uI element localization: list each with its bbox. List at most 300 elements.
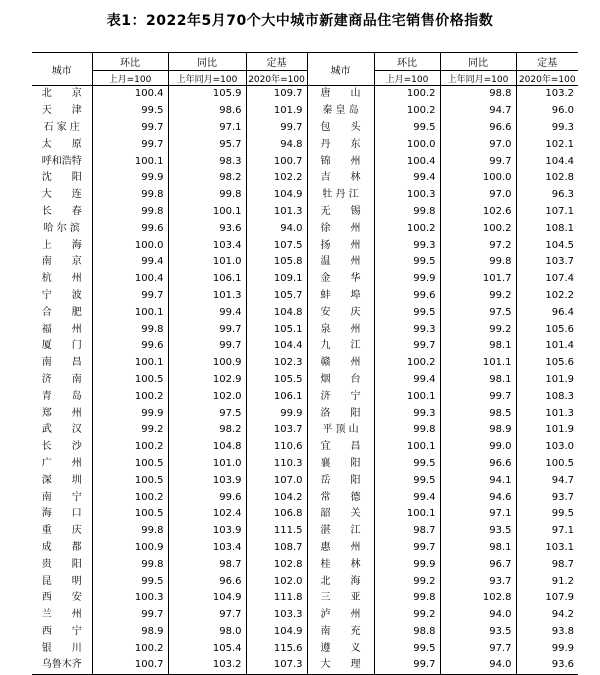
table-row (32, 170, 578, 187)
city-name: 海 口 (41, 508, 82, 520)
yoy-value: 99.8 (440, 254, 516, 271)
city-name: 天 津 (41, 105, 82, 117)
table-title: 表1：2022年5月70个大中城市新建商品住宅销售价格指数 (106, 13, 494, 29)
base-value: 98.7 (516, 556, 578, 573)
mom-value: 100.5 (92, 472, 168, 489)
mom-value: 98.8 (374, 624, 440, 641)
yoy-value: 97.1 (168, 120, 246, 137)
base-value: 96.4 (516, 304, 578, 321)
city-name: 遵 义 (307, 640, 374, 657)
city-header: 城市 (32, 53, 92, 86)
base-value: 94.7 (516, 472, 578, 489)
table-row (32, 372, 578, 389)
table-body (32, 86, 578, 675)
yoy-value: 97.5 (168, 405, 246, 422)
mom-value: 100.3 (92, 590, 168, 607)
base-value: 102.8 (246, 556, 307, 573)
mom-value: 99.5 (374, 472, 440, 489)
table-row (32, 556, 578, 573)
city-name: 温 州 (307, 254, 374, 271)
city-name: 三 亚 (307, 590, 374, 607)
base-value: 99.7 (246, 120, 307, 137)
base-value: 108.1 (516, 220, 578, 237)
city-name: 贵 阳 (41, 558, 82, 570)
mom-value: 99.7 (374, 657, 440, 674)
table-row (32, 405, 578, 422)
yoy-value: 99.7 (440, 388, 516, 405)
table-row (32, 388, 578, 405)
base-value: 100.7 (246, 153, 307, 170)
city-name: 宜 昌 (307, 439, 374, 456)
yoy-value: 94.0 (440, 657, 516, 674)
yoy-value: 102.0 (168, 388, 246, 405)
base-value: 108.3 (516, 388, 578, 405)
table-row (32, 237, 578, 254)
mom-value: 100.2 (374, 103, 440, 120)
base-value: 104.9 (246, 187, 307, 204)
yoy-value: 94.7 (440, 103, 516, 120)
mom-value: 99.6 (374, 288, 440, 305)
city-name: 济 南 (41, 373, 82, 385)
yoy-value: 105.9 (168, 86, 246, 103)
mom-value: 99.6 (92, 338, 168, 355)
base-value: 105.5 (246, 372, 307, 389)
yoy-value: 100.9 (168, 355, 246, 372)
table-row (32, 439, 578, 456)
city-name: 成 都 (41, 541, 82, 553)
mom-value: 100.2 (374, 220, 440, 237)
base-value: 107.3 (246, 657, 307, 674)
city-name: 湛 江 (307, 523, 374, 540)
base-value: 109.1 (246, 271, 307, 288)
yoy-value: 97.0 (440, 187, 516, 204)
city-name: 常 德 (307, 489, 374, 506)
table-row (32, 204, 578, 221)
city-name: 乌鲁木齐 (32, 657, 92, 674)
mom-value: 99.5 (92, 573, 168, 590)
yoy-value: 98.3 (168, 153, 246, 170)
yoy-value: 102.4 (168, 506, 246, 523)
mom-value: 100.4 (92, 271, 168, 288)
base-value: 111.5 (246, 523, 307, 540)
yoy-value: 96.6 (168, 573, 246, 590)
base-value: 102.3 (246, 355, 307, 372)
city-name: 南 充 (307, 624, 374, 641)
city-name: 大 连 (41, 189, 82, 201)
yoy-value: 98.7 (168, 556, 246, 573)
base-value: 105.6 (516, 355, 578, 372)
mom-value: 99.3 (374, 405, 440, 422)
mom-value: 98.7 (374, 523, 440, 540)
yoy-value: 97.7 (440, 640, 516, 657)
base-value: 106.8 (246, 506, 307, 523)
yoy-value: 98.2 (168, 422, 246, 439)
table-row (32, 136, 578, 153)
base-value: 96.3 (516, 187, 578, 204)
table-row (32, 624, 578, 641)
city-name: 韶 关 (307, 506, 374, 523)
base-value: 94.0 (246, 220, 307, 237)
mom-value: 99.9 (92, 405, 168, 422)
yoy-value: 102.9 (168, 372, 246, 389)
table-row (32, 338, 578, 355)
base-value: 96.0 (516, 103, 578, 120)
yoy-header: 同比 (168, 53, 246, 71)
base-value: 107.5 (246, 237, 307, 254)
base-value: 104.4 (246, 338, 307, 355)
yoy-value: 103.2 (168, 657, 246, 674)
city-name: 南 京 (41, 256, 82, 268)
base-value: 102.1 (516, 136, 578, 153)
table-row (32, 355, 578, 372)
mom-value: 98.9 (92, 624, 168, 641)
city-name: 吉 林 (307, 170, 374, 187)
mom-value: 100.1 (92, 153, 168, 170)
city-name: 大 理 (307, 657, 374, 674)
mom-value: 99.7 (92, 120, 168, 137)
city-name: 泉 州 (307, 321, 374, 338)
mom-value: 99.3 (374, 321, 440, 338)
base-value: 103.3 (246, 607, 307, 624)
mom-value: 99.7 (374, 540, 440, 557)
city-name: 北 海 (307, 573, 374, 590)
mom-subheader: 上月=100 (92, 71, 168, 86)
city-name: 无 锡 (307, 204, 374, 221)
yoy-value: 103.9 (168, 472, 246, 489)
yoy-value: 99.7 (168, 338, 246, 355)
base-value: 104.9 (246, 624, 307, 641)
mom-value: 100.3 (374, 187, 440, 204)
base-value: 103.7 (246, 422, 307, 439)
yoy-value: 98.9 (440, 422, 516, 439)
base-value: 99.9 (516, 640, 578, 657)
base-value: 110.6 (246, 439, 307, 456)
mom-header-right: 环比 (374, 53, 440, 71)
city-name: 扬 州 (307, 237, 374, 254)
city-name: 岳 阳 (307, 472, 374, 489)
table-row (32, 607, 578, 624)
city-name: 平 顶 山 (307, 422, 374, 439)
base-value: 94.2 (516, 607, 578, 624)
yoy-value: 95.7 (168, 136, 246, 153)
yoy-value: 98.1 (440, 338, 516, 355)
base-value: 99.9 (246, 405, 307, 422)
city-name: 包 头 (307, 120, 374, 137)
base-value: 108.7 (246, 540, 307, 557)
yoy-value: 99.4 (168, 304, 246, 321)
table-row (32, 254, 578, 271)
base-value: 107.9 (516, 590, 578, 607)
yoy-value: 96.6 (440, 120, 516, 137)
base-value: 93.7 (516, 489, 578, 506)
yoy-value: 99.6 (168, 489, 246, 506)
mom-value: 99.4 (374, 372, 440, 389)
yoy-value: 93.6 (168, 220, 246, 237)
yoy-value: 101.7 (440, 271, 516, 288)
mom-value: 99.4 (374, 489, 440, 506)
table-row (32, 220, 578, 237)
city-name: 秦 皇 岛 (307, 103, 374, 120)
yoy-value: 97.7 (168, 607, 246, 624)
base-value: 101.9 (246, 103, 307, 120)
mom-value: 99.7 (374, 338, 440, 355)
city-name: 唐 山 (307, 86, 374, 103)
table-row (32, 590, 578, 607)
mom-value: 100.2 (374, 86, 440, 103)
city-name: 九 江 (307, 338, 374, 355)
yoy-value: 101.0 (168, 456, 246, 473)
yoy-value: 101.3 (168, 288, 246, 305)
table-row (32, 120, 578, 137)
mom-value: 99.5 (374, 456, 440, 473)
mom-value: 100.0 (374, 136, 440, 153)
base-value: 110.3 (246, 456, 307, 473)
yoy-value: 99.2 (440, 288, 516, 305)
base-value: 91.2 (516, 573, 578, 590)
base-value: 103.1 (516, 540, 578, 557)
yoy-value: 94.1 (440, 472, 516, 489)
table-row (32, 523, 578, 540)
yoy-subheader-right: 上年同月=100 (440, 71, 516, 86)
base-value: 109.7 (246, 86, 307, 103)
base-value: 104.5 (516, 237, 578, 254)
mom-value: 99.7 (92, 607, 168, 624)
mom-value: 100.2 (92, 439, 168, 456)
table-row (32, 422, 578, 439)
mom-value: 100.0 (92, 237, 168, 254)
yoy-value: 101.0 (168, 254, 246, 271)
base-value: 101.3 (246, 204, 307, 221)
base-value: 104.8 (246, 304, 307, 321)
city-name: 青 岛 (41, 390, 82, 402)
city-name: 赣 州 (307, 355, 374, 372)
mom-value: 100.4 (374, 153, 440, 170)
city-name: 武 汉 (41, 424, 82, 436)
yoy-value: 104.9 (168, 590, 246, 607)
base-value: 107.4 (516, 271, 578, 288)
city-name: 昆 明 (41, 575, 82, 587)
mom-value: 100.4 (92, 86, 168, 103)
base-value: 107.0 (246, 472, 307, 489)
city-name: 哈 尔 滨 (43, 222, 80, 234)
table-row (32, 321, 578, 338)
base-subheader: 2020年=100 (246, 71, 307, 86)
city-name: 襄 阳 (307, 456, 374, 473)
mom-value: 99.9 (374, 556, 440, 573)
table-row (32, 640, 578, 657)
mom-header: 环比 (92, 53, 168, 71)
yoy-value: 103.9 (168, 523, 246, 540)
city-name: 重 庆 (41, 525, 82, 537)
city-name: 长 沙 (41, 441, 82, 453)
table-row (32, 153, 578, 170)
mom-value: 100.1 (374, 439, 440, 456)
mom-value: 99.8 (92, 556, 168, 573)
mom-value: 99.7 (92, 136, 168, 153)
base-value: 97.1 (516, 523, 578, 540)
city-name: 南 昌 (41, 357, 82, 369)
yoy-subheader: 上年同月=100 (168, 71, 246, 86)
yoy-value: 93.5 (440, 523, 516, 540)
base-value: 101.3 (516, 405, 578, 422)
city-header-right: 城市 (307, 53, 374, 86)
base-value: 101.4 (516, 338, 578, 355)
yoy-value: 102.8 (440, 590, 516, 607)
yoy-value: 94.0 (440, 607, 516, 624)
mom-subheader-right: 上月=100 (374, 71, 440, 86)
base-value: 105.8 (246, 254, 307, 271)
city-name: 上 海 (41, 239, 82, 251)
table-row (32, 456, 578, 473)
yoy-value: 100.0 (440, 170, 516, 187)
city-name: 丹 东 (307, 136, 374, 153)
base-subheader-right: 2020年=100 (516, 71, 578, 86)
base-value: 103.0 (516, 439, 578, 456)
mom-value: 99.2 (374, 573, 440, 590)
yoy-value: 93.7 (440, 573, 516, 590)
mom-value: 100.5 (92, 456, 168, 473)
yoy-value: 106.1 (168, 271, 246, 288)
city-name: 石 家 庄 (43, 121, 80, 133)
mom-value: 99.2 (92, 422, 168, 439)
base-header: 定基 (246, 53, 307, 71)
city-name: 沈 阳 (41, 172, 82, 184)
base-value: 101.9 (516, 422, 578, 439)
city-name: 兰 州 (41, 609, 82, 621)
city-name: 泸 州 (307, 607, 374, 624)
base-value: 102.2 (246, 170, 307, 187)
city-name: 烟 台 (307, 372, 374, 389)
city-name: 惠 州 (307, 540, 374, 557)
mom-value: 100.2 (374, 355, 440, 372)
table-row (32, 187, 578, 204)
table-row (32, 304, 578, 321)
city-name: 南 宁 (41, 491, 82, 503)
yoy-value: 98.8 (440, 86, 516, 103)
yoy-value: 100.2 (440, 220, 516, 237)
city-name: 广 州 (41, 457, 82, 469)
yoy-value: 104.8 (168, 439, 246, 456)
mom-value: 99.8 (92, 187, 168, 204)
yoy-value: 105.4 (168, 640, 246, 657)
mom-value: 99.5 (374, 254, 440, 271)
mom-value: 99.5 (374, 304, 440, 321)
yoy-value: 97.2 (440, 237, 516, 254)
base-value: 115.6 (246, 640, 307, 657)
base-value: 111.8 (246, 590, 307, 607)
table-row (32, 573, 578, 590)
yoy-value: 98.5 (440, 405, 516, 422)
mom-value: 100.1 (92, 304, 168, 321)
city-name: 呼和浩特 (41, 155, 82, 167)
mom-value: 99.8 (92, 204, 168, 221)
mom-value: 100.9 (92, 540, 168, 557)
yoy-value: 98.1 (440, 540, 516, 557)
mom-value: 100.2 (92, 388, 168, 405)
yoy-value: 93.5 (440, 624, 516, 641)
yoy-value: 98.0 (168, 624, 246, 641)
yoy-value: 98.1 (440, 372, 516, 389)
base-value: 106.1 (246, 388, 307, 405)
city-name: 合 肥 (41, 306, 82, 318)
base-value: 103.7 (516, 254, 578, 271)
yoy-header-right: 同比 (440, 53, 516, 71)
city-name: 深 圳 (41, 474, 82, 486)
city-name: 宁 波 (41, 289, 82, 301)
yoy-value: 103.4 (168, 237, 246, 254)
city-name: 济 宁 (307, 388, 374, 405)
table-row (32, 489, 578, 506)
mom-value: 99.3 (374, 237, 440, 254)
yoy-value: 99.8 (168, 187, 246, 204)
yoy-value: 102.6 (440, 204, 516, 221)
yoy-value: 99.7 (440, 153, 516, 170)
mom-value: 100.5 (92, 506, 168, 523)
base-value: 103.2 (516, 86, 578, 103)
mom-value: 99.8 (92, 523, 168, 540)
city-name: 金 华 (307, 271, 374, 288)
city-name: 郑 州 (41, 407, 82, 419)
table-row (32, 271, 578, 288)
base-value: 99.5 (516, 506, 578, 523)
base-value: 101.9 (516, 372, 578, 389)
city-name: 长 春 (41, 205, 82, 217)
mom-value: 99.4 (92, 254, 168, 271)
yoy-value: 103.4 (168, 540, 246, 557)
mom-value: 99.4 (374, 170, 440, 187)
yoy-value: 97.5 (440, 304, 516, 321)
yoy-value: 97.1 (440, 506, 516, 523)
yoy-value: 101.1 (440, 355, 516, 372)
mom-value: 100.2 (92, 489, 168, 506)
city-name: 福 州 (41, 323, 82, 335)
yoy-value: 96.7 (440, 556, 516, 573)
city-name: 太 原 (41, 138, 82, 150)
city-name: 杭 州 (41, 273, 82, 285)
yoy-value: 99.0 (440, 439, 516, 456)
mom-value: 100.2 (92, 640, 168, 657)
mom-value: 99.7 (92, 288, 168, 305)
base-value: 102.2 (516, 288, 578, 305)
city-name: 厦 门 (41, 340, 82, 352)
city-name: 安 庆 (307, 304, 374, 321)
mom-value: 99.8 (374, 590, 440, 607)
mom-value: 99.9 (374, 271, 440, 288)
base-value: 105.1 (246, 321, 307, 338)
table-row (32, 103, 578, 120)
base-value: 105.6 (516, 321, 578, 338)
yoy-value: 99.7 (168, 321, 246, 338)
yoy-value: 97.0 (440, 136, 516, 153)
base-value: 104.4 (516, 153, 578, 170)
city-name: 洛 阳 (307, 405, 374, 422)
mom-value: 99.5 (374, 640, 440, 657)
table-row (32, 86, 578, 103)
price-index-table (32, 52, 578, 675)
mom-value: 100.7 (92, 657, 168, 674)
yoy-value: 94.6 (440, 489, 516, 506)
city-name: 锦 州 (307, 153, 374, 170)
base-value: 99.3 (516, 120, 578, 137)
mom-value: 99.5 (92, 103, 168, 120)
mom-value: 100.1 (374, 388, 440, 405)
mom-value: 99.9 (92, 170, 168, 187)
base-value: 102.8 (516, 170, 578, 187)
mom-value: 100.1 (92, 355, 168, 372)
base-value: 94.8 (246, 136, 307, 153)
base-value: 93.8 (516, 624, 578, 641)
table-row (32, 472, 578, 489)
